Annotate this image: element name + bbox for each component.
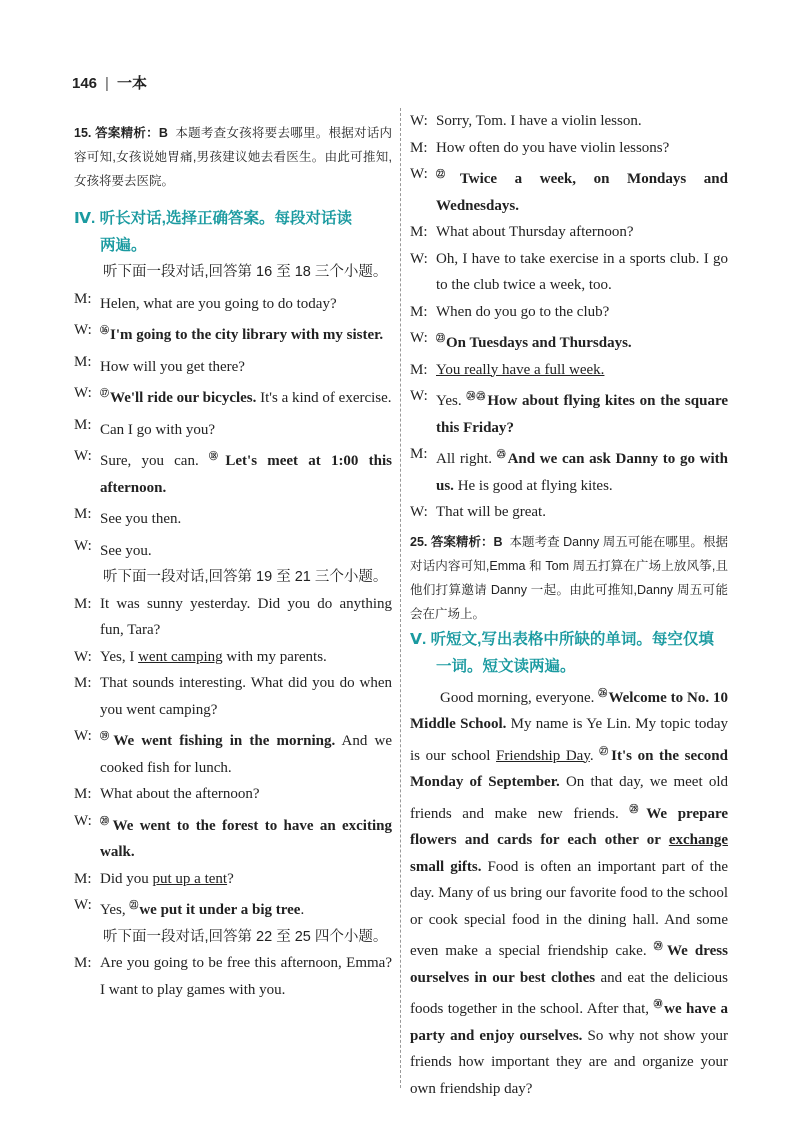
- dialogue-line: [74, 950, 392, 1003]
- dialogue-line: [74, 317, 392, 349]
- dialogue-line: [410, 383, 728, 441]
- question-marker: ㉙: [653, 941, 666, 951]
- speaker: W:: [74, 897, 92, 913]
- text: It's a kind of exercise.: [256, 390, 392, 406]
- header-separator: |: [105, 75, 109, 92]
- dialogue-line: [74, 501, 392, 533]
- dialogue-line: [74, 808, 392, 866]
- answer-note-25: [410, 530, 728, 626]
- key-sentence: We dress ourselves in our best clothes: [410, 943, 728, 986]
- dialogue-line: [74, 644, 392, 671]
- key-sentence: Let's meet at 1:00 this afternoon.: [100, 453, 392, 496]
- page-header: [72, 72, 147, 93]
- text: Yes, I: [100, 648, 139, 665]
- underlined-text: You really have a full week.: [436, 361, 605, 378]
- utterance: Sorry, Tom. I have a violin lesson.: [436, 113, 642, 129]
- key-sentence: I'm going to the city library with my sister.: [110, 327, 384, 343]
- speaker: W:: [410, 166, 428, 182]
- speaker: M:: [410, 361, 428, 378]
- question-marker: ㉑: [129, 900, 139, 910]
- dialogue-line: [410, 299, 728, 326]
- dialogue-line: [410, 108, 728, 135]
- book-title: 一本: [116, 75, 147, 92]
- utterance: Oh, I have to take exercise in a sports club. I go to the club twice a week, too.: [436, 250, 728, 293]
- speaker: W:: [74, 648, 92, 665]
- text: All right.: [436, 451, 497, 467]
- utterance: [100, 723, 392, 781]
- speaker: W:: [410, 504, 428, 520]
- text: My name is Ye Lin. My topic today is our school: [410, 716, 728, 764]
- text: Yes.: [436, 393, 467, 409]
- section-5-label-cont: 一词。短文读两遍。: [436, 657, 576, 675]
- utterance: [100, 412, 392, 444]
- text: He is good at flying kites.: [453, 477, 613, 494]
- dialogue-line: [74, 670, 392, 723]
- key-sentence: It's on the second Monday of September.: [410, 747, 728, 790]
- utterance: [100, 443, 392, 501]
- dialogue-line: [74, 286, 392, 318]
- utterance: [100, 866, 392, 893]
- speaker: M:: [410, 303, 428, 320]
- section-4-label-cont: 两遍。: [100, 237, 147, 254]
- key-sentence: Welcome to No. 10 Middle School.: [410, 689, 728, 732]
- utterance: That sounds interesting. What did you do when you went camping?: [100, 675, 392, 718]
- text: ?: [227, 870, 234, 887]
- speaker: M:: [74, 595, 92, 612]
- utterance: [436, 441, 728, 499]
- speaker: M:: [410, 139, 428, 156]
- utterance: [436, 383, 728, 441]
- section-4-heading: [74, 205, 392, 259]
- dialogue-line: [410, 246, 728, 299]
- text: How will you get there?: [100, 358, 245, 375]
- question-marker: ㉓: [436, 333, 446, 343]
- question-marker: ㉕: [496, 449, 507, 459]
- speaker: W:: [410, 388, 428, 404]
- dialogue-line: [74, 443, 392, 501]
- dialogue-line: [410, 499, 728, 526]
- key-sentence: we put it under a big tree: [139, 902, 301, 918]
- speaker: M:: [74, 353, 92, 370]
- utterance: That will be great.: [436, 504, 546, 520]
- utterance: [100, 808, 392, 866]
- question-marker: ㉔㉕: [466, 391, 487, 401]
- section-5-label: Ⅴ. 听短文,写出表格中所缺的单词。每空仅填: [410, 630, 714, 648]
- section-5-heading: [410, 626, 728, 680]
- utterance: What about the afternoon?: [100, 786, 260, 802]
- text: Sure, you can.: [100, 453, 209, 469]
- utterance: Are you going to be free this afternoon, Emma? I want to play games with you.: [100, 955, 392, 998]
- right-column: [410, 108, 728, 1102]
- question-marker: ㉗: [599, 745, 611, 756]
- speaker: W:: [74, 537, 92, 554]
- utterance: [436, 161, 728, 219]
- text: .: [300, 902, 305, 918]
- dialogue-line: [410, 325, 728, 357]
- text: On that day, we meet old friends and make new friends.: [410, 774, 728, 822]
- speaker: M:: [74, 786, 92, 802]
- key-sentence: We'll ride our bicycles.: [110, 390, 257, 406]
- text: .: [589, 747, 600, 764]
- page-number: 146: [72, 75, 98, 92]
- text: Helen, what are you going to do today?: [100, 295, 337, 312]
- dialogue-line: [410, 219, 728, 246]
- utterance: [100, 349, 392, 381]
- text: Can I go with you?: [100, 421, 215, 438]
- key-sentence: On Tuesdays and Thursdays.: [446, 335, 632, 351]
- question-marker: ㉘: [629, 803, 646, 814]
- dialogue-line: [74, 866, 392, 893]
- speaker: W:: [74, 812, 92, 829]
- utterance: [100, 644, 392, 671]
- speaker: M:: [74, 416, 92, 433]
- speaker: W:: [74, 385, 92, 401]
- utterance: [100, 892, 392, 924]
- question-marker: ⑰: [100, 388, 110, 398]
- dialogue-line: [74, 349, 392, 381]
- question-marker: ⑯: [100, 325, 110, 335]
- note-text: 本题考查 Danny 周五可能在哪里。根据对话内容可知,Emma 和 Tom 周五打算在广场上放风筝,且他们打算邀请 Danny 一起。由此可推知,Danny 周五可能会在广场上。: [410, 534, 728, 621]
- dialogue-line: [74, 533, 392, 565]
- dialogue-line: [410, 135, 728, 162]
- question-marker: ㉒: [436, 169, 459, 179]
- column-divider: [400, 108, 401, 1088]
- speaker: W:: [74, 728, 92, 744]
- dialogue-line: [74, 380, 392, 412]
- text: Food is often an important part of the day. Many of us bring our favorite food to the school or cook special food in the dining hall. And some even make a special friendship cake.: [410, 858, 728, 959]
- speaker: W:: [410, 113, 428, 129]
- speaker: W:: [410, 330, 428, 346]
- key-sentence: We went to the forest to have an exciting walk.: [100, 817, 392, 860]
- speaker: M:: [74, 506, 92, 522]
- dialogue-line: [410, 161, 728, 219]
- underlined-text: put up a tent: [152, 870, 228, 887]
- speaker: M:: [74, 290, 92, 307]
- underlined-text: went camping: [138, 648, 223, 665]
- listening-passage: [410, 680, 728, 1103]
- speaker: M:: [74, 870, 92, 887]
- utterance: [436, 325, 728, 357]
- section-4-label: Ⅳ. 听长对话,选择正确答案。每段对话读: [74, 210, 352, 227]
- text: And we cooked fish for lunch.: [100, 733, 392, 776]
- note-tag: 25. 答案精析：B: [410, 534, 503, 549]
- dialogue-line: [74, 892, 392, 924]
- key-sentence: small gifts.: [410, 858, 482, 875]
- speaker: W:: [74, 448, 92, 464]
- speaker: W:: [410, 250, 428, 267]
- speaker: M:: [410, 224, 428, 240]
- utterance: When do you go to the club?: [436, 303, 610, 320]
- dialogue-line: [74, 723, 392, 781]
- text: See you.: [100, 542, 152, 559]
- dialogue-1: [74, 286, 392, 565]
- dialogue-intro-1: 听下面一段对话,回答第 16 至 18 三个小题。: [103, 264, 388, 280]
- key-sentence: How about flying kites on the square this Friday: [436, 393, 728, 436]
- text: Yes,: [100, 902, 130, 918]
- utterance: [100, 501, 392, 533]
- utterance: [436, 357, 728, 384]
- speaker: W:: [74, 322, 92, 338]
- question-marker: ⑱: [208, 451, 225, 461]
- utterance: How often do you have violin lessons?: [436, 139, 670, 156]
- text: ?: [506, 419, 514, 436]
- question-marker: ㉚: [653, 999, 664, 1009]
- utterance: [100, 317, 392, 349]
- text: So why not show your friends how important they are and organize your own friendship day?: [410, 1027, 728, 1097]
- speaker: M:: [74, 675, 92, 691]
- note-tag: 15. 答案精析：B: [74, 125, 168, 140]
- text: See you then.: [100, 511, 182, 527]
- speaker: M:: [410, 446, 428, 462]
- key-sentence: And we can ask Danny to go with us.: [436, 451, 728, 494]
- text: Did you: [100, 870, 153, 887]
- question-marker: ㉖: [598, 687, 608, 698]
- underlined-text: Friendship Day: [496, 747, 590, 764]
- dialogue-intro-3: 听下面一段对话,回答第 22 至 25 四个小题。: [103, 928, 388, 945]
- dialogue-line: [410, 357, 728, 384]
- utterance: [100, 286, 392, 318]
- left-column: [74, 108, 392, 1003]
- dialogue-line: [74, 781, 392, 808]
- key-sentence: we have a party and enjoy ourselves.: [410, 1001, 728, 1044]
- key-sentence: We prepare flowers and cards for each other or: [410, 805, 728, 848]
- dialogue-line: [74, 412, 392, 444]
- underlined-text: exchange: [668, 832, 728, 848]
- note-text: 本题考查女孩将要去哪里。根据对话内容可知,女孩说她胃痛,男孩建议她去看医生。由此可推知,女孩将要去医院。: [74, 125, 392, 188]
- utterance: It was sunny yesterday. Did you do anything fun, Tara?: [100, 595, 392, 638]
- question-marker: ⑲: [100, 731, 113, 741]
- speaker: M:: [74, 955, 92, 971]
- key-sentence: We went fishing in the morning.: [113, 733, 336, 749]
- dialogue-intro-2: 听下面一段对话,回答第 19 至 21 三个小题。: [103, 569, 388, 585]
- answer-note-15: [74, 121, 392, 193]
- utterance: [100, 533, 392, 565]
- question-marker: ⑳: [100, 815, 112, 826]
- utterance: What about Thursday afternoon?: [436, 224, 634, 240]
- text: Good morning, everyone.: [440, 689, 599, 706]
- key-sentence: Twice a week, on Mondays and Wednesdays.: [436, 171, 728, 214]
- dialogue-line: [74, 591, 392, 644]
- text: with my parents.: [222, 648, 327, 665]
- dialogue-line: [410, 441, 728, 499]
- text: and eat the delicious foods together in the school. After that,: [410, 969, 729, 1017]
- utterance: [100, 380, 392, 412]
